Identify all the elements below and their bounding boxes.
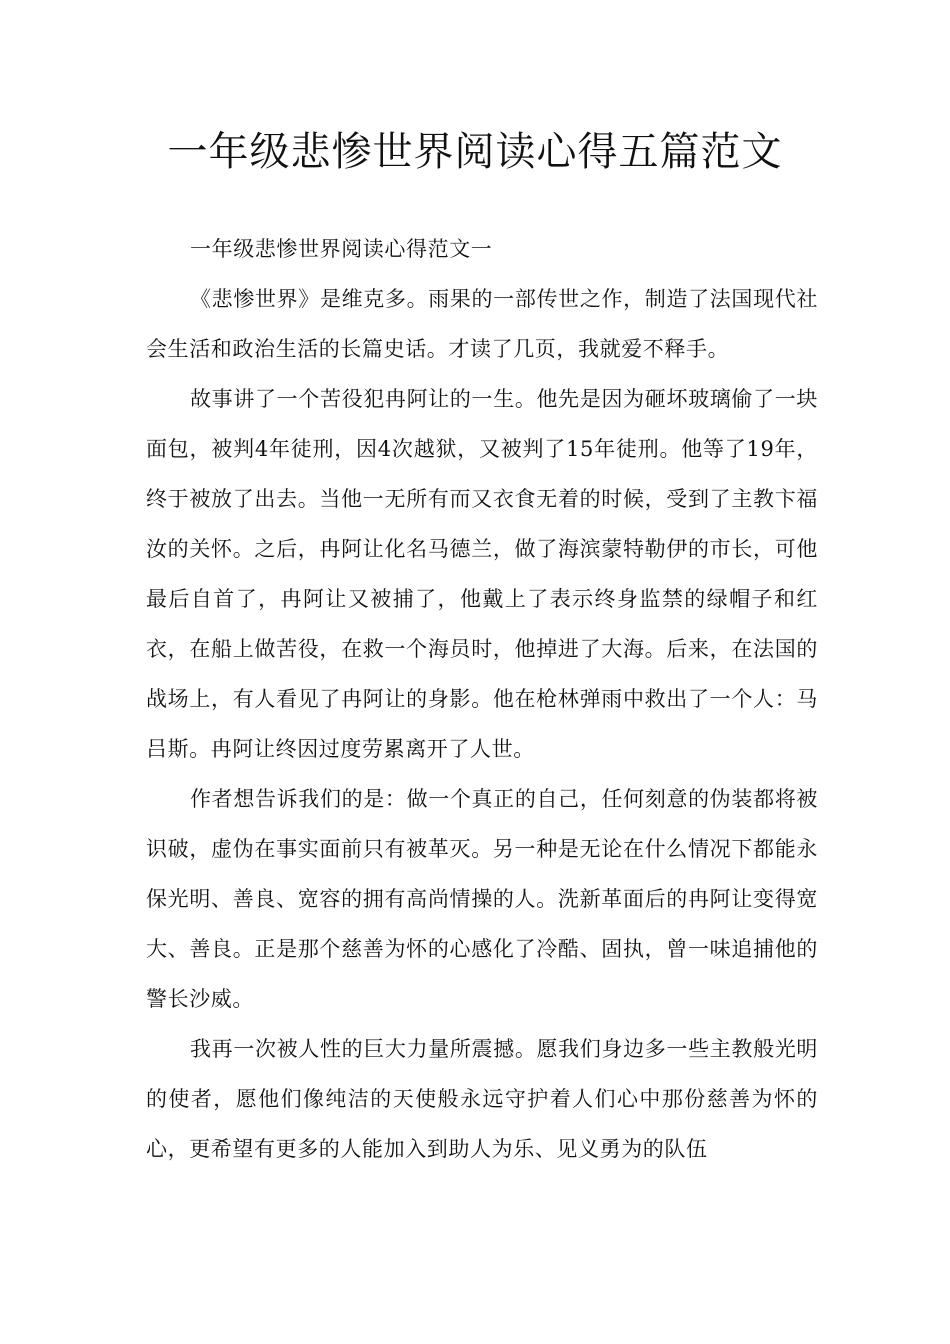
section-heading: 一年级悲惨世界阅读心得范文一 xyxy=(190,237,493,261)
paragraph-story: 故事讲了一个苦役犯冉阿让的一生。他先是因为砸坏玻璃偷了一块面包，被判4年徒刑，因4次越狱，又被判了15年徒刑。他等了19年，终于被放了出去。当他一无所有而又衣食无着的时候，受到了主教卞福汝的关怀。之后，冉阿让化名马德兰，做了海滨蒙特勒伊的市长，可他最后自首了，冉阿让又被捕了，他戴上了表示终身监禁的绿帽子和红衣，在船上做苦役，在救一个海员时，他掉进了大海。后来，在法国的战场上，有人看见了冉阿让的身影。他在枪林弹雨中救出了一个人：马吕斯。冉阿让终因过度劳累离开了人世。 xyxy=(146,387,818,761)
document-title: 一年级悲惨世界阅读心得五篇范文 xyxy=(167,129,783,175)
paragraph-reflection: 我再一次被人性的巨大力量所震撼。愿我们身边多一些主教般光明的使者，愿他们像纯洁的天使般永远守护着人们心中那份慈善为怀的心，更希望有更多的人能加入到助人为乐、见义勇为的队伍 xyxy=(146,1037,818,1161)
document-body xyxy=(146,224,818,1174)
paragraph-message: 作者想告诉我们的是：做一个真正的自己，任何刻意的伪装都将被识破，虚伪在事实面前只有被革灭。另一种是无论在什么情况下都能永保光明、善良、宽容的拥有高尚情操的人。洗新革面后的冉阿让变得宽大、善良。正是那个慈善为怀的心感化了冷酷、固执，曾一味追捕他的警长沙威。 xyxy=(146,787,818,1011)
paragraph-intro: 《悲惨世界》是维克多。雨果的一部传世之作，制造了法国现代社会生活和政治生活的长篇史话。才读了几页，我就爱不释手。 xyxy=(146,287,818,361)
